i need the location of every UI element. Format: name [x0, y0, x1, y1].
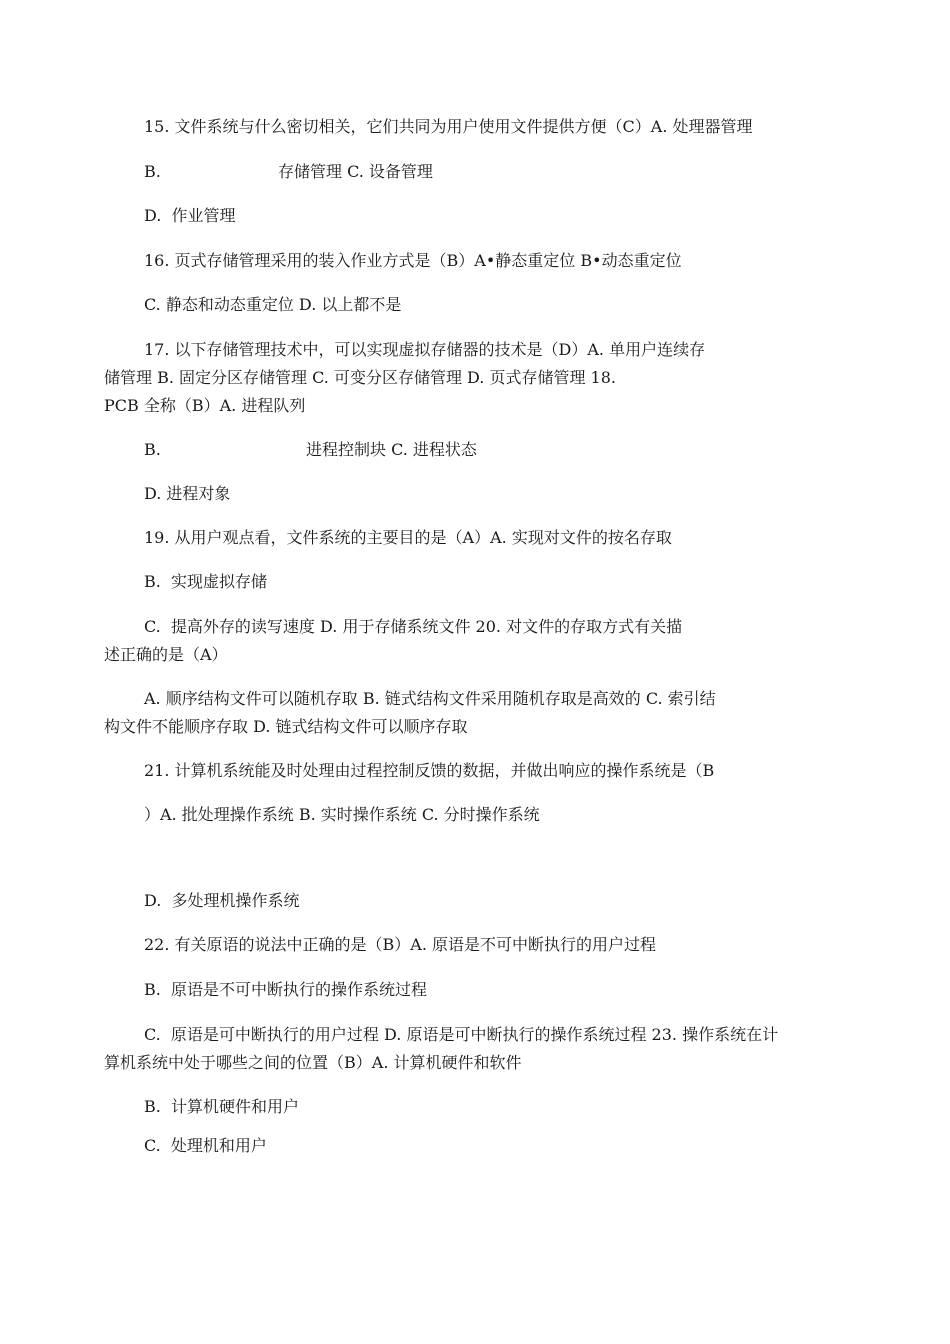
option-d-text: D. 作业管理 [144, 206, 236, 225]
option-b-text: B. 计算机硬件和用户 [144, 1097, 300, 1116]
option-c-text: C. 提高外存的读写速度 D. 用于存储系统文件 20. 对文件的存取方式有关描 [144, 617, 683, 636]
question-21-options: ）A. 批处理操作系统 B. 实时操作系统 C. 分时操作系统 [144, 805, 540, 824]
question-20-continued: 述正确的是（A） [104, 645, 228, 664]
option-b-text: 进程控制块 C. 进程状态 [306, 440, 477, 459]
question-23-continued: 算机系统中处于哪些之间的位置（B）A. 计算机硬件和软件 [104, 1053, 522, 1072]
question-17-text: 17. 以下存储管理技术中，可以实现虚拟存储器的技术是（D）A. 单用户连续存 [144, 340, 706, 359]
option-d-text: D. 进程对象 [144, 484, 231, 503]
question-20-options: A. 顺序结构文件可以随机存取 B. 链式结构文件采用随机存取是高效的 C. 索引结 [144, 689, 716, 708]
question-17-continued: 储管理 B. 固定分区存储管理 C. 可变分区存储管理 D. 页式存储管理 18. [104, 368, 616, 387]
option-c-text: C. 原语是可中断执行的用户过程 D. 原语是可中断执行的操作系统过程 23. 操作系统在计 [144, 1025, 779, 1044]
question-16-text: 16. 页式存储管理采用的装入作业方式是（B）A•静态重定位 B•动态重定位 [144, 251, 682, 270]
option-b-label: B. [144, 440, 161, 459]
question-19-text: 19. 从用户观点看，文件系统的主要目的是（A）A. 实现对文件的按名存取 [144, 528, 672, 547]
question-22-text: 22. 有关原语的说法中正确的是（B）A. 原语是不可中断执行的用户过程 [144, 935, 657, 954]
option-b-text: B. 实现虚拟存储 [144, 572, 268, 591]
question-15-text: 15. 文件系统与什么密切相关，它们共同为用户使用文件提供方便（C）A. 处理器管理 [144, 117, 753, 136]
question-20-options-continued: 构文件不能顺序存取 D. 链式结构文件可以顺序存取 [104, 717, 468, 736]
question-18-text: PCB 全称（B）A. 进程队列 [104, 396, 306, 415]
option-d-text: D. 多处理机操作系统 [144, 891, 300, 910]
option-b-text: 存储管理 C. 设备管理 [278, 162, 433, 181]
option-c-text: C. 处理机和用户 [144, 1136, 267, 1155]
question-21-text: 21. 计算机系统能及时处理由过程控制反馈的数据，并做出响应的操作系统是（B [144, 761, 715, 780]
option-b-label: B. [144, 162, 161, 181]
option-c-text: C. 静态和动态重定位 D. 以上都不是 [144, 295, 402, 314]
option-b-text: B. 原语是不可中断执行的操作系统过程 [144, 980, 428, 999]
